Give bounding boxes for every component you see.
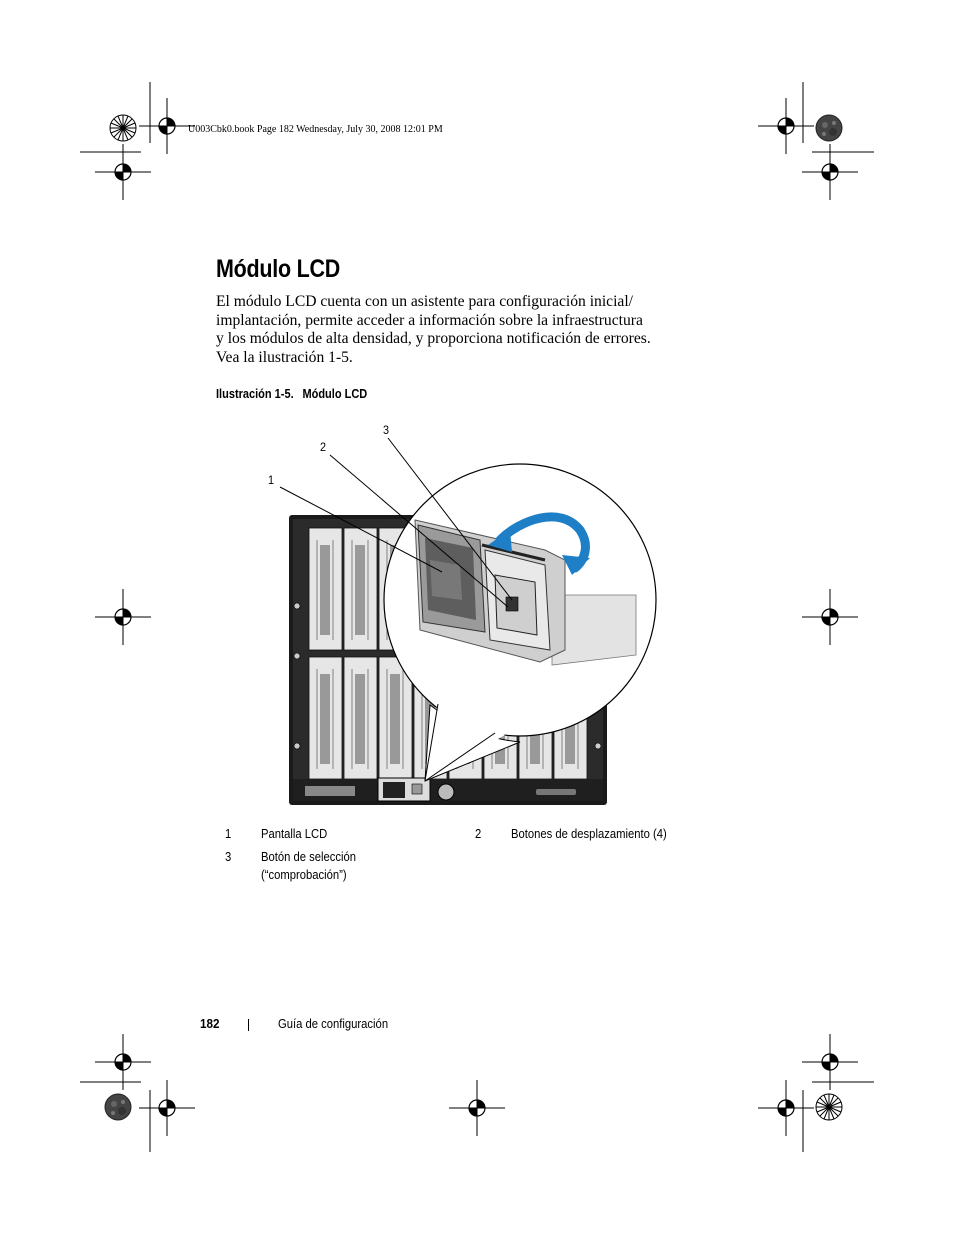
page-number: 182 [200, 1016, 220, 1031]
paragraph-line: Vea la ilustración 1-5. [216, 348, 353, 366]
legend-label: Botones de desplazamiento (4) [511, 827, 667, 841]
figure-caption [216, 387, 367, 401]
paragraph-line: El módulo LCD cuenta con un asistente para configuración inicial/ [216, 293, 634, 310]
legend-number: 1 [225, 827, 232, 841]
section-paragraph [216, 293, 686, 367]
running-title: Guía de configuración [278, 1017, 389, 1031]
paragraph-line: y los módulos de alta densidad, y proporciona notificación de errores. [216, 330, 651, 348]
figure-caption-title: Módulo LCD [302, 387, 368, 401]
figure-caption-number: Ilustración 1-5. [216, 387, 294, 401]
footer-divider [248, 1019, 249, 1031]
paragraph-line: implantación, permite acceder a información sobre la infraestructura [216, 311, 643, 329]
callout-3: 3 [383, 423, 390, 437]
legend-label: Botón de selección [261, 850, 357, 864]
callout-2: 2 [320, 440, 327, 454]
legend-label: (“comprobación”) [261, 868, 347, 882]
legend-label: Pantalla LCD [261, 827, 328, 841]
legend-number: 2 [475, 827, 482, 841]
section-title: Módulo LCD [216, 255, 341, 283]
print-slug: U003Cbk0.book Page 182 Wednesday, July 30, 2008 12:01 PM [188, 124, 443, 135]
legend-number: 3 [225, 850, 232, 864]
callout-1: 1 [268, 473, 275, 487]
